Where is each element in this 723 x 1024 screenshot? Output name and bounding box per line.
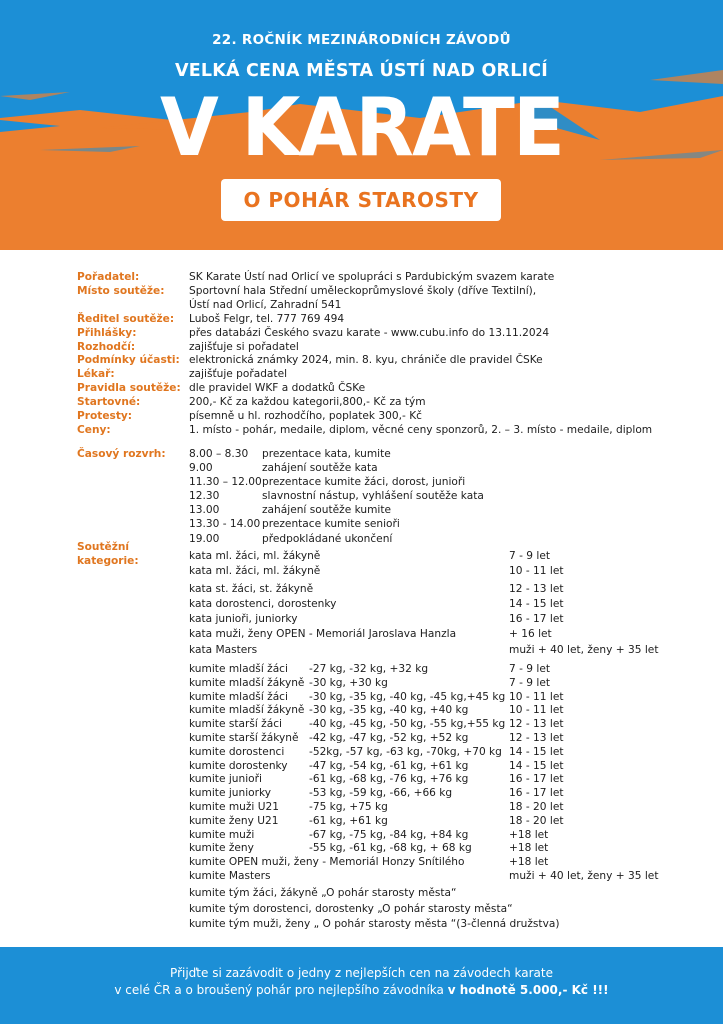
info-row <box>77 354 677 368</box>
header-banner <box>0 0 723 250</box>
schedule-row <box>189 475 669 489</box>
category-name: kata dorostenci, dorostenky <box>189 598 337 611</box>
category-age: 12 - 13 let <box>509 583 564 596</box>
category-weights: -52kg, -57 kg, -63 kg, -70kg, +70 kg <box>309 745 502 758</box>
footer-prize-value: v hodnotě 5.000,- Kč !!! <box>447 983 609 997</box>
category-weights: -47 kg, -54 kg, -61 kg, +61 kg <box>309 759 469 772</box>
schedule-time: 11.30 – 12.00 <box>189 476 262 489</box>
category-weights: -30 kg, +30 kg <box>309 676 388 689</box>
category-name: kumite tým dorostenci, dorostenky „O pohár starosty města“ <box>189 902 513 915</box>
category-name: kumite muži U21 <box>189 800 279 813</box>
schedule-time: 12.30 <box>189 490 220 503</box>
category-age: 14 - 15 let <box>509 598 564 611</box>
info-label: Startovné: <box>77 396 141 409</box>
category-weights: -61 kg, +61 kg <box>309 814 388 827</box>
schedule-row <box>189 532 669 546</box>
schedule-time: 19.00 <box>189 532 220 545</box>
categories-label-line: Soutěžní <box>77 541 130 553</box>
schedule-time: 13.30 - 14.00 <box>189 518 261 531</box>
schedule-row <box>189 447 669 461</box>
category-name: kumite juniorky <box>189 787 272 800</box>
category-weights: -55 kg, -61 kg, -68 kg, + 68 kg <box>309 842 472 855</box>
schedule-row <box>189 489 669 503</box>
category-name: kumite starší žákyně <box>189 731 299 744</box>
kata-categories <box>189 549 669 658</box>
kumite-extra-row <box>189 856 669 870</box>
category-age: 18 - 20 let <box>509 800 564 813</box>
category-name: kata Masters <box>189 643 258 656</box>
info-value: 200,- Kč za každou kategorii,800,- Kč za tým <box>189 396 426 409</box>
category-age: 16 - 17 let <box>509 613 564 626</box>
category-age: + 16 let <box>509 628 552 641</box>
edition-title: 22. ROČNÍK MEZINÁRODNÍCH ZÁVODŮ <box>212 32 511 48</box>
info-row <box>77 410 677 424</box>
kata-row <box>189 597 669 612</box>
category-name: kumite Masters <box>189 869 271 882</box>
category-name: kumite muži <box>189 828 255 841</box>
info-value: elektronická známky 2024, min. 8. kyu, chrániče dle pravidel ČSKe <box>189 354 543 367</box>
info-row <box>77 327 677 341</box>
info-row <box>77 271 677 285</box>
info-row <box>77 368 677 382</box>
footer-banner <box>0 947 723 1024</box>
cup-badge <box>221 179 501 221</box>
kumite-row <box>189 829 669 843</box>
category-age: +18 let <box>509 856 549 869</box>
category-age: 12 - 13 let <box>509 731 564 744</box>
category-age: +18 let <box>509 828 549 841</box>
kumite-categories <box>189 663 669 932</box>
info-value: Ústí nad Orlicí, Zahradní 541 <box>189 298 342 311</box>
category-name: kata junioři, juniorky <box>189 613 298 626</box>
schedule-row <box>189 503 669 517</box>
category-weights: -75 kg, +75 kg <box>309 800 388 813</box>
info-label: Ceny: <box>77 423 111 436</box>
category-weights: -67 kg, -75 kg, -84 kg, +84 kg <box>309 828 469 841</box>
categories-label-line: kategorie: <box>77 555 139 567</box>
kata-row <box>189 643 669 658</box>
schedule-time: 8.00 – 8.30 <box>189 448 249 460</box>
info-value: dle pravidel WKF a dodatků ČSKe <box>189 382 366 395</box>
event-subtitle: VELKÁ CENA MĚSTA ÚSTÍ NAD ORLICÍ <box>174 61 549 81</box>
category-name: kumite dorostenci <box>189 745 285 758</box>
kumite-row <box>189 691 669 705</box>
categories-label <box>77 540 139 568</box>
kumite-row <box>189 704 669 718</box>
category-weights: -42 kg, -47 kg, -52 kg, +52 kg <box>309 731 469 744</box>
kumite-row <box>189 677 669 691</box>
schedule-text: prezentace kata, kumite <box>262 448 391 460</box>
cup-badge-label: O POHÁR STAROSTY <box>243 188 479 212</box>
kumite-row <box>189 732 669 746</box>
info-label <box>77 299 189 313</box>
event-info-list <box>77 271 677 438</box>
category-age: 10 - 11 let <box>509 565 564 578</box>
info-label: Místo soutěže: <box>77 284 165 297</box>
footer-line-2-text: v celé ČR a o broušený pohár pro nejlepšího závodníka <box>114 983 448 997</box>
category-age: muži + 40 let, ženy + 35 let <box>509 643 659 656</box>
category-weights: -30 kg, -35 kg, -40 kg, -45 kg,+45 kg <box>309 690 506 703</box>
kumite-row <box>189 718 669 732</box>
kata-row <box>189 564 669 579</box>
category-name: kumite mladší žákyně <box>189 704 305 717</box>
kata-row <box>189 582 669 597</box>
category-name: kumite OPEN muži, ženy - Memoriál Honzy Snítilého <box>189 856 465 869</box>
category-name: kumite ženy <box>189 842 254 855</box>
schedule-text: prezentace kumite žáci, dorost, junioři <box>262 476 466 489</box>
info-label: Pravidla soutěže: <box>77 382 181 395</box>
kumite-team-row <box>189 887 669 901</box>
category-name: kata st. žáci, st. žákyně <box>189 583 314 596</box>
schedule-row <box>189 517 669 531</box>
category-age: 14 - 15 let <box>509 759 564 772</box>
info-value: zajišťuje si pořadatel <box>189 340 299 353</box>
category-age: 7 - 9 let <box>509 550 551 562</box>
kumite-extra-row <box>189 870 669 884</box>
kumite-row <box>189 773 669 787</box>
category-name: kata ml. žáci, ml. žákyně <box>189 565 321 578</box>
category-age: muži + 40 let, ženy + 35 let <box>509 869 659 882</box>
info-row <box>77 396 677 410</box>
category-age: 10 - 11 let <box>509 690 564 703</box>
info-label: Ředitel soutěže: <box>77 312 175 325</box>
info-row <box>77 341 677 355</box>
info-label: Pořadatel: <box>77 271 140 283</box>
schedule-rows <box>189 447 669 546</box>
info-value: Sportovní hala Střední uměleckoprůmyslové školy (dříve Textilní), <box>189 284 537 297</box>
info-value: 1. místo - pohár, medaile, diplom, věcné ceny sponzorů, 2. – 3. místo - medaile, diplom <box>189 423 653 436</box>
category-age: +18 let <box>509 842 549 855</box>
schedule-text: zahájení soutěže kumite <box>262 504 392 517</box>
kumite-row <box>189 801 669 815</box>
schedule-text: prezentace kumite senioři <box>262 518 400 531</box>
category-name: kumite dorostenky <box>189 759 288 772</box>
kata-row <box>189 549 669 564</box>
category-age: 16 - 17 let <box>509 787 564 800</box>
category-name: kata ml. žáci, ml. žákyně <box>189 550 321 562</box>
info-value: zajišťuje pořadatel <box>189 368 288 381</box>
footer-line-2 <box>0 982 723 999</box>
category-name: kumite mladší žáci <box>189 690 288 703</box>
kumite-row <box>189 663 669 677</box>
schedule-time: 13.00 <box>189 504 220 517</box>
info-label: Podmínky účasti: <box>77 354 180 367</box>
info-label: Přihlášky: <box>77 326 137 339</box>
category-name: kumite ženy U21 <box>189 814 279 827</box>
schedule-text: slavnostní nástup, vyhlášení soutěže kata <box>262 490 484 503</box>
info-row <box>77 299 677 313</box>
footer-line-1: Přijďte si zazávodit o jedny z nejlepších cen na závodech karate <box>170 966 553 980</box>
info-value: Luboš Felgr, tel. 777 769 494 <box>189 312 345 325</box>
category-age: 10 - 11 let <box>509 704 564 717</box>
category-name: kumite mladší žákyně <box>189 676 305 689</box>
kumite-row <box>189 842 669 856</box>
schedule-row <box>189 461 669 475</box>
info-row <box>77 424 677 438</box>
category-name: kumite starší žáci <box>189 718 282 731</box>
category-age: 14 - 15 let <box>509 745 564 758</box>
kumite-row <box>189 815 669 829</box>
info-value: přes databázi Českého svazu karate - www.cubu.info do 13.11.2024 <box>189 326 550 339</box>
category-weights: -53 kg, -59 kg, -66, +66 kg <box>309 787 453 800</box>
info-label: Rozhodčí: <box>77 340 136 353</box>
kumite-team-row <box>189 903 669 917</box>
schedule-time: 9.00 <box>189 462 213 475</box>
info-row <box>77 285 677 299</box>
category-name: kumite mladší žáci <box>189 663 288 675</box>
category-name: kumite tým žáci, žákyně „O pohár starosty města“ <box>189 886 457 899</box>
schedule-label: Časový rozvrh: <box>77 448 166 460</box>
info-row <box>77 313 677 327</box>
category-weights: -61 kg, -68 kg, -76 kg, +76 kg <box>309 773 469 786</box>
category-age: 16 - 17 let <box>509 773 564 786</box>
category-age: 18 - 20 let <box>509 814 564 827</box>
info-label: Lékař: <box>77 368 115 381</box>
category-name: kata muži, ženy OPEN - Memoriál Jaroslava Hanzla <box>189 628 457 641</box>
kata-row <box>189 627 669 642</box>
category-age: 12 - 13 let <box>509 718 564 731</box>
category-age: 7 - 9 let <box>509 663 551 675</box>
info-row <box>77 382 677 396</box>
category-weights: -30 kg, -35 kg, -40 kg, +40 kg <box>309 704 469 717</box>
info-label: Protesty: <box>77 410 133 423</box>
schedule-text: zahájení soutěže kata <box>262 462 378 475</box>
category-name: kumite junioři <box>189 773 262 786</box>
schedule-text: předpokládané ukončení <box>262 532 393 545</box>
kumite-team-row <box>189 918 669 932</box>
kumite-row <box>189 746 669 760</box>
event-main-title: V KARATE <box>159 81 563 174</box>
kumite-row <box>189 787 669 801</box>
category-name: kumite tým muži, ženy „ O pohár starosty města “(3-členná družstva) <box>189 918 560 931</box>
category-weights: -27 kg, -32 kg, +32 kg <box>309 663 429 675</box>
kata-row <box>189 612 669 627</box>
kumite-row <box>189 760 669 774</box>
info-value: písemně u hl. rozhodčího, poplatek 300,- Kč <box>189 410 422 423</box>
info-value: SK Karate Ústí nad Orlicí ve spolupráci s Pardubickým svazem karate <box>189 271 555 283</box>
category-weights: -40 kg, -45 kg, -50 kg, -55 kg,+55 kg <box>309 718 506 731</box>
category-age: 7 - 9 let <box>509 676 551 689</box>
